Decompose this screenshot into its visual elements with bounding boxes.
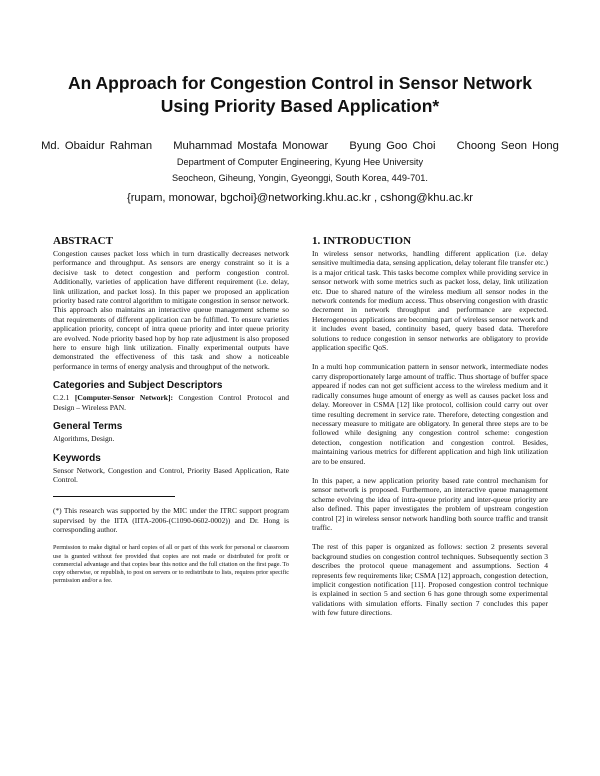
title-line-2: Using Priority Based Application* [160, 96, 440, 116]
author-2: Muhammad Mostafa Monowar [173, 140, 329, 152]
title-line-1: An Approach for Congestion Control in Sensor Network [67, 73, 533, 93]
permission-notice: Permission to make digital or hard copies of all or part of this work for personal or classroom use is granted without fee provided that copies are not made or distributed for profit or commercial advantage and that copies bear this notice and the full citation on the first page. To copy otherwise, or republish, to post on servers or to redistribute to lists, requires prior specific permission and/or a fee. [53, 544, 289, 585]
affiliation-line-2: Seocheon, Giheung, Yongin, Gyeonggi, South Korea, 449-701. [172, 173, 428, 183]
right-column [312, 235, 548, 618]
intro-paragraph-3: In this paper, a new application priority based rate control mechanism for sensor network is proposed. Furthermore, an interactive queue management scheme evolving the idea of intra-queue priority and inter-queue priority are also defined. This paper investigates the problem of upstream congestion control [2] in wireless sensor network handling both source traffic and transit traffic. [312, 475, 548, 532]
general-terms-text: Algorithms, Design. [53, 434, 115, 444]
intro-paragraph-2: In a multi hop communication pattern in sensor network, intermediate nodes carry disproportionately large amount of traffic. Thus shortage of buffer space appeared if nodes can not get sufficient access to the wireless medium and it radically consumes huge amount of energy as well as causes packet loss and delay. Moreover in CSMA [12] like protocol, collision could carry out over time resulting decrement in service rate. Therefore, detecting congestion and necessary measure to mitigate are obligatory. In general three steps are to be followed while designing any congestion control scheme: congestion detection, congestion notification and congestion control. Besides, maintaining various metrics for different application and high link utilization are to be ensured. [312, 362, 548, 466]
author-list [20, 140, 580, 152]
category-bold: [Computer-Sensor Network]: [74, 393, 174, 403]
categories-text [53, 393, 289, 412]
keywords-heading: Keywords [53, 452, 101, 464]
author-1: Md. Obaidur Rahman [41, 140, 153, 152]
category-description: Congestion Control Protocol and Design – Wireless PAN. [53, 393, 289, 412]
intro-paragraph-4: The rest of this paper is organized as follows: section 2 presents several background studies on congestion control techniques. Subsequently section 3 describes the protocol queue management and assumptions. Section 4 represents few requirements like; CSMA [12] approach, congestion detection, implicit congestion notification [11]. Proposed congestion control technique is explained in section 5 and section 6 has gone through some experimental validations with simulation efforts. Finally section 7 concludes this paper with few future directions. [312, 542, 548, 618]
category-code: C.2.1 [53, 393, 70, 403]
introduction-heading: 1. INTRODUCTION [312, 235, 412, 247]
paper-title [30, 72, 570, 118]
author-emails: {rupam, monowar, bgchoi}@networking.khu.ac.kr , cshong@khu.ac.kr [126, 192, 474, 204]
affiliation-line-1: Department of Computer Engineering, Kyung Hee University [176, 157, 424, 167]
footnote-divider [53, 496, 175, 497]
keywords-text: Sensor Network, Congestion and Control, Priority Based Application, Rate Control. [53, 465, 289, 484]
author-3: Byung Goo Choi [349, 140, 436, 152]
intro-paragraph-1: In wireless sensor networks, handling different application (i.e. delay sensitive multimedia data, sensing application, delay tolerant file transfer etc.) is a major critical task. This tasks become complex while providing service in sensor network with some metrics such as packet loss, delay, link utilization etc. Due to shared nature of the wireless medium all sensor nodes in the network contends for medium access. Thus observing congestion with drastic decrement in network throughput and performance are expected. Heterogeneous applications are becoming part of wireless sensor network and it includes event based, continuity based, query based data. Therefore solutions to reduce congestion in sensor networks are obligatory to provide application specific QoS. [312, 249, 548, 353]
left-column [53, 235, 289, 586]
footnote: (*) This research was supported by the MIC under the ITRC support program supervised by the IITA (IITA-2006-(C1090-0602-0002)) and Dr. Hong is corresponding author. [53, 506, 289, 534]
author-4: Choong Seon Hong [456, 140, 559, 152]
abstract-heading: ABSTRACT [53, 235, 113, 247]
general-terms-heading: General Terms [53, 421, 123, 433]
abstract-text: Congestion causes packet loss which in turn drastically decreases network performance and throughput. As sensors are energy constraint so it is a decisive task to detect congestion and perform congestion control. Additionally, varieties of application have different requirement (i.e. delay, link utilization, and packet loss). In this paper we proposed an application priority based rate control algorithm to mitigate congestion in sensor network. This approach also maintains an interactive queue management scheme so that requirements of different application can be fulfilled. To ensure varieties application priority, concept of intra queue priority and inter queue priority are evolved. Node priority based hop by hop rate adjustment is also proposed here to ensure high link utilization. Finally experimental outputs have demonstrated the effectiveness of this task and show a noticeable performance in terms of energy analysis and throughput of the network. [53, 249, 289, 371]
categories-heading: Categories and Subject Descriptors [53, 380, 223, 392]
